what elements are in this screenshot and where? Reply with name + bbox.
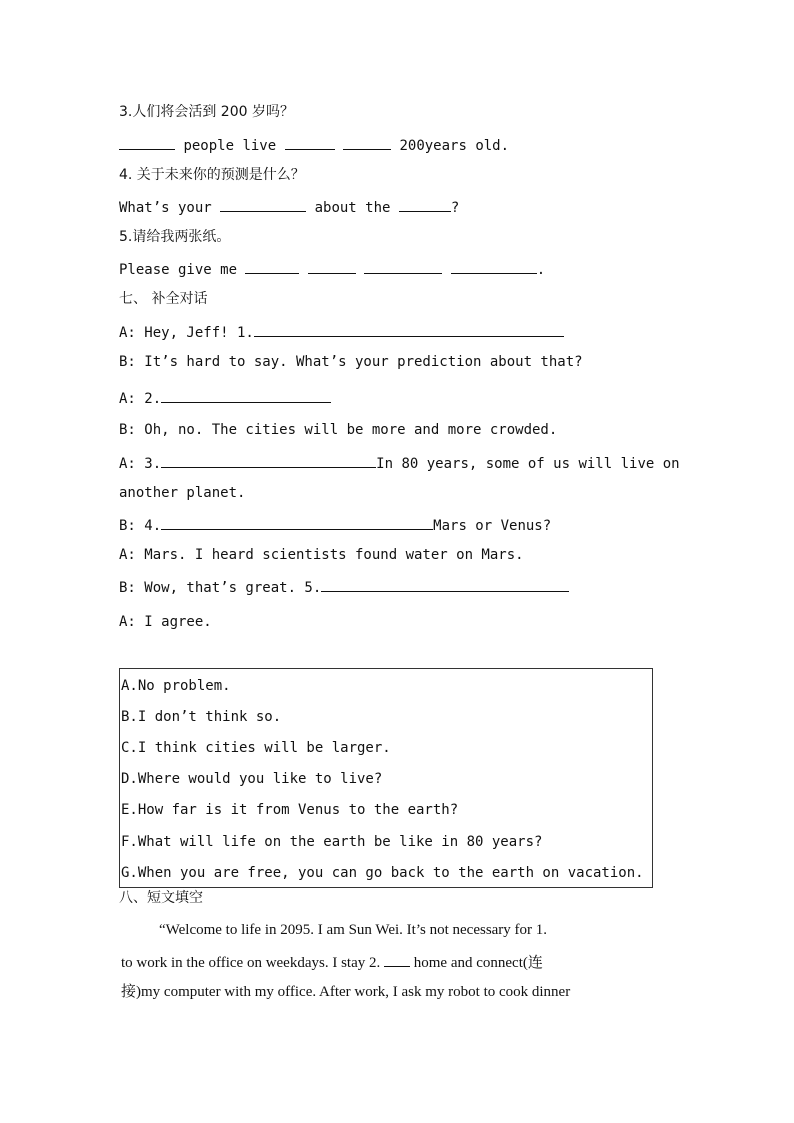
dialogue-line-6 xyxy=(119,484,245,502)
dialogue-line-3 xyxy=(119,388,331,408)
dialogue-line-2 xyxy=(119,353,583,371)
dialogue-line-8 xyxy=(119,546,524,564)
dialogue-blank-2[interactable] xyxy=(161,388,331,403)
dialogue-line-7 xyxy=(119,515,551,535)
dialogue-line-9 xyxy=(119,577,569,597)
option-e: E.How far is it from Venus to the earth? xyxy=(121,802,459,818)
q4-text-1: What’s your xyxy=(119,200,212,216)
option-f: F.What will life on the earth be like in 80 years? xyxy=(121,834,543,850)
passage-blank-2[interactable] xyxy=(384,952,410,967)
dialogue-text: A: 3. xyxy=(119,456,162,472)
q5-text-2: . xyxy=(536,262,546,278)
dialogue-text: In 80 years, some of us will live on xyxy=(376,456,680,472)
q3-text-2: 200years old. xyxy=(399,138,510,154)
q5-blank-1[interactable] xyxy=(245,259,299,274)
passage-line-3: 接)my computer with my office. After work, I ask my robot to cook dinner xyxy=(121,984,571,1000)
q4-text-2: about the xyxy=(314,200,391,216)
dialogue-text: A: Hey, Jeff! 1. xyxy=(119,325,254,341)
q4-sentence xyxy=(119,197,459,217)
q5-blank-2[interactable] xyxy=(308,259,356,274)
dialogue-text: B: Oh, no. The cities will be more and more crowded. xyxy=(119,422,558,438)
option-c: C.I think cities will be larger. xyxy=(121,740,391,756)
q3-prompt: 3.人们将会活到 200 岁吗？ xyxy=(119,104,294,120)
q5-text-1: Please give me xyxy=(119,262,238,278)
passage-line-2 xyxy=(121,952,543,972)
q5-blank-4[interactable] xyxy=(451,259,537,274)
passage-line-1: “Welcome to life in 2095. I am Sun Wei. It’s not necessary for 1. xyxy=(159,922,548,938)
dialogue-text: another planet. xyxy=(119,485,246,501)
q5-sentence xyxy=(119,259,545,279)
q5-blank-3[interactable] xyxy=(364,259,442,274)
dialogue-text: A: I agree. xyxy=(119,614,212,630)
q5-prompt: 5.请给我两张纸。 xyxy=(119,229,231,245)
section7-heading: 七、 补全对话 xyxy=(119,291,208,307)
dialogue-text: B: It’s hard to say. What’s your prediction about that? xyxy=(119,354,583,370)
q4-text-3: ? xyxy=(450,200,460,216)
q3-text-1: people live xyxy=(183,138,277,154)
dialogue-line-4 xyxy=(119,421,557,439)
option-g: G.When you are free, you can go back to the earth on vacation. xyxy=(121,865,644,881)
q3-blank-1[interactable] xyxy=(119,135,175,150)
q4-prompt: 4. 关于未来你的预测是什么？ xyxy=(119,167,305,183)
q3-blank-3[interactable] xyxy=(343,135,391,150)
dialogue-text: B: 4. xyxy=(119,518,162,534)
dialogue-blank-3[interactable] xyxy=(161,453,376,468)
dialogue-blank-4[interactable] xyxy=(161,515,433,530)
dialogue-text: Mars or Venus? xyxy=(433,518,552,534)
dialogue-blank-1[interactable] xyxy=(254,322,564,337)
option-b: B.I don’t think so. xyxy=(121,709,282,725)
dialogue-text: B: Wow, that’s great. 5. xyxy=(119,580,322,596)
dialogue-blank-5[interactable] xyxy=(321,577,569,592)
dialogue-text: A: 2. xyxy=(119,391,162,407)
dialogue-line-1 xyxy=(119,322,564,342)
option-d: D.Where would you like to live? xyxy=(121,771,383,787)
q3-sentence xyxy=(119,135,509,155)
dialogue-text: A: Mars. I heard scientists found water on Mars. xyxy=(119,547,524,563)
dialogue-line-5 xyxy=(119,453,680,473)
q4-blank-1[interactable] xyxy=(220,197,306,212)
passage-text: home and connect(连 xyxy=(413,955,543,971)
option-a: A.No problem. xyxy=(121,678,231,694)
q3-blank-2[interactable] xyxy=(285,135,335,150)
q4-blank-2[interactable] xyxy=(399,197,451,212)
section8-heading: 八、短文填空 xyxy=(119,890,203,906)
dialogue-line-10 xyxy=(119,613,212,631)
options-box xyxy=(119,668,653,888)
passage-text: to work in the office on weekdays. I stay 2. xyxy=(121,955,381,971)
